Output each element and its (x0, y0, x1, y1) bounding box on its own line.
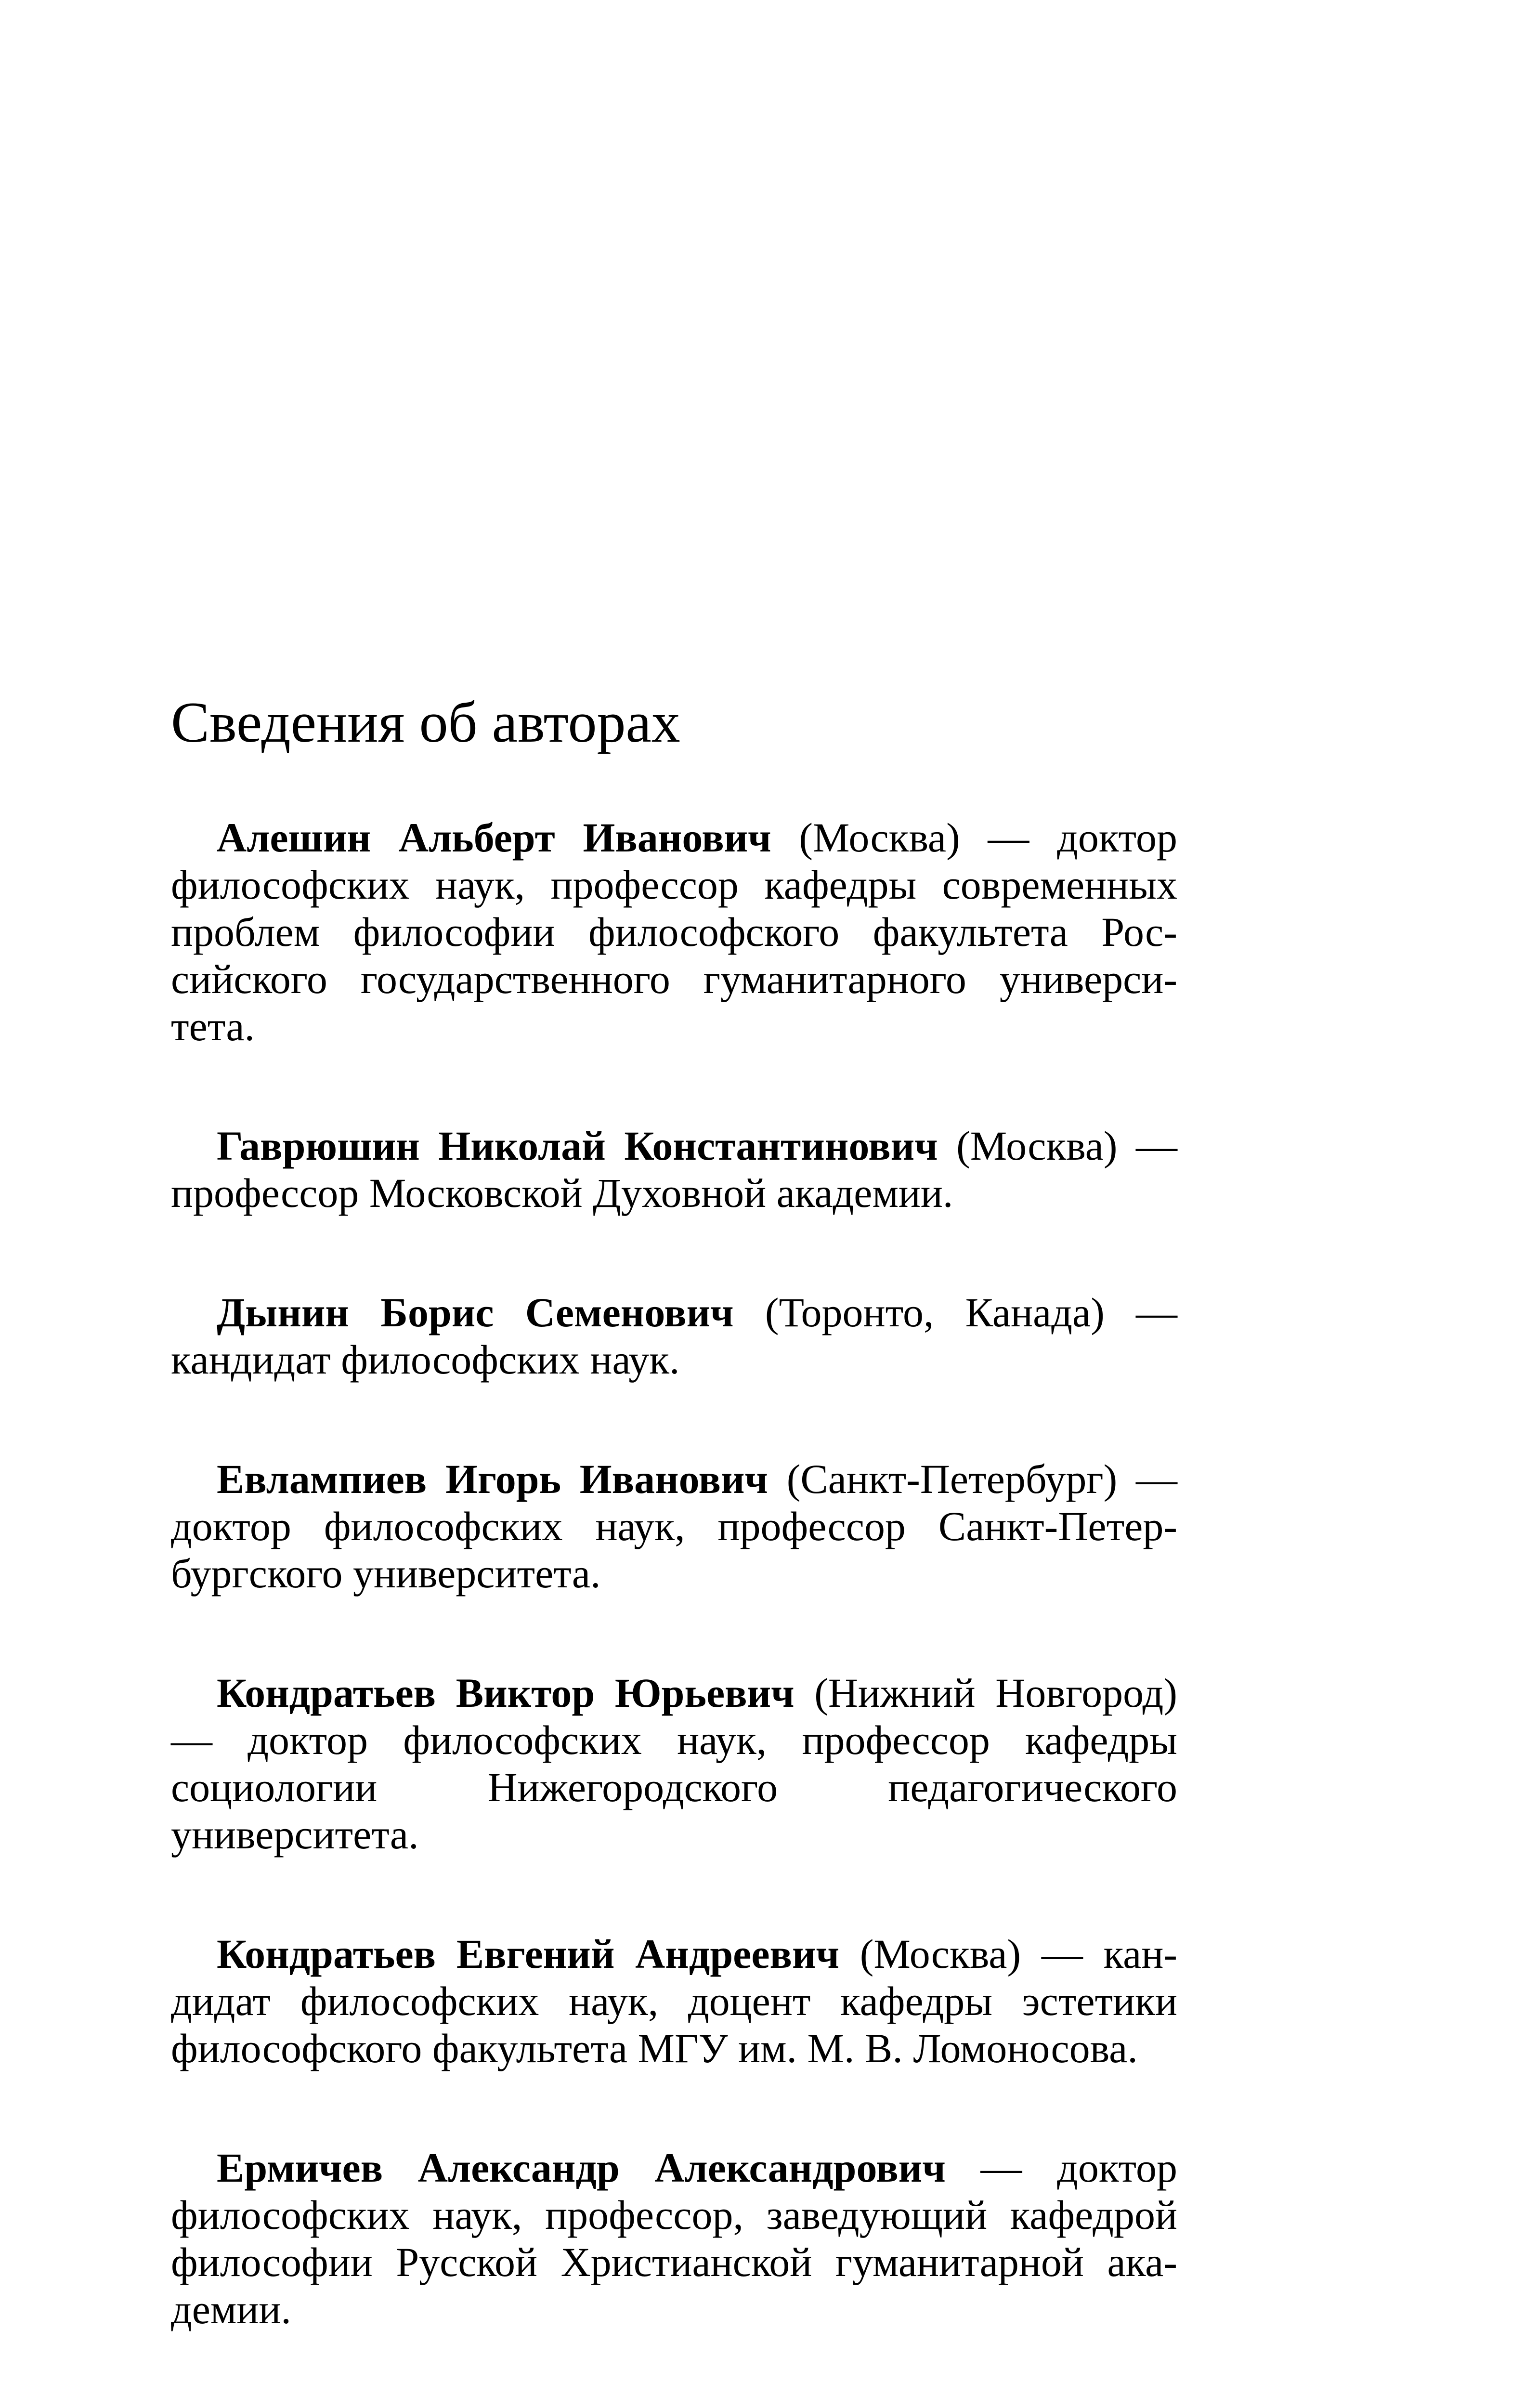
author-entry-aleshin (171, 814, 1177, 1050)
author-details: (Нижний Новгород) — доктор философских наук, профессор кафедры социологии Нижегородского педагогического университета. (171, 1670, 1177, 1858)
author-entry-dynin (171, 1289, 1177, 1383)
author-details: (Москва) — кандидат философских наук, доцент кафедры эстетики философского факультета МГУ им. М. В. Ломоносова. (171, 1931, 1177, 2071)
author-details: (Санкт-Петербург) — доктор философских наук, профессор Санкт-Петербургского университета. (171, 1456, 1177, 1597)
author-entry-kondratiev-viktor (171, 1669, 1177, 1858)
author-entry-evlampiev (171, 1455, 1177, 1597)
author-details: — доктор философских наук, профессор, заведующий кафедрой философии Русской Христианской гуманитарной академии. (171, 2145, 1177, 2332)
authors-list (171, 814, 1177, 2405)
section-title: Сведения об авторах (171, 690, 680, 754)
author-name: Кондратьев Виктор Юрьевич (217, 1670, 795, 1716)
author-entry-gavryushin (171, 1122, 1177, 1217)
author-name: Гаврюшин Николай Константинович (217, 1123, 938, 1169)
author-name: Дынин Борис Семенович (217, 1289, 734, 1335)
author-name: Алешин Альберт Иванович (217, 814, 771, 861)
author-entry-kondratiev-evgeny (171, 1930, 1177, 2072)
author-details: (Москва) — профессор Московской Духовной академии. (171, 1123, 1177, 1216)
author-name: Евлампиев Игорь Иванович (217, 1456, 768, 1502)
author-details: (Торонто, Канада) — кандидат философских наук. (171, 1289, 1178, 1383)
author-entry-ermichev (171, 2144, 1177, 2333)
author-name: Ермичев Александр Александрович (217, 2145, 946, 2191)
author-details: (Москва) — доктор философских наук, профессор кафедры современных проблем философии философского факультета Российского государственного гуманитарного университета. (171, 814, 1177, 1049)
author-name: Кондратьев Евгений Андреевич (217, 1931, 839, 1977)
